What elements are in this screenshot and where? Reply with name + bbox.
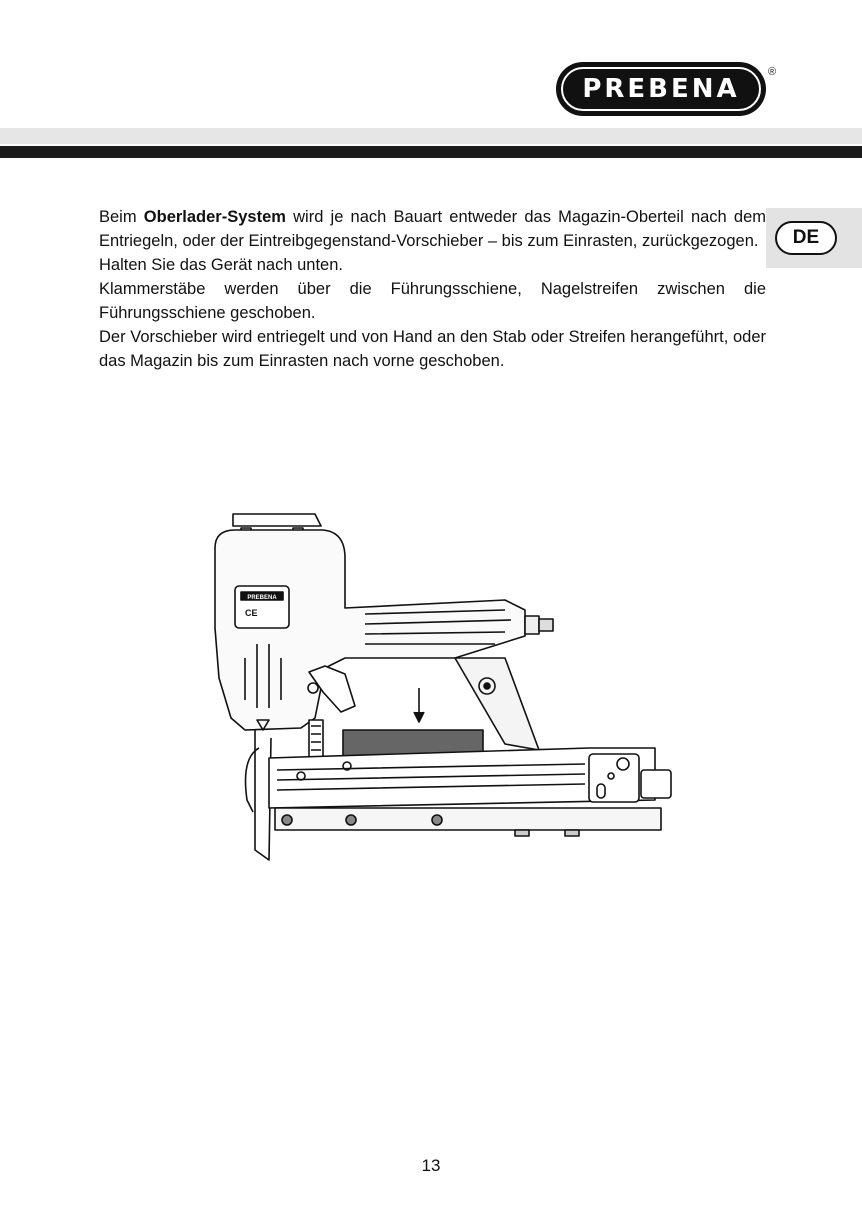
header-band-dark [0, 146, 862, 158]
paragraph-pusher: Der Vorschieber wird entriegelt und von Hand an den Stab oder Streifen herangeführt, oder das Magazin bis zum Einrasten nach vorne geschoben. [99, 328, 766, 370]
logo-text: PREBENA [582, 74, 740, 104]
paragraph-oberlader [99, 205, 766, 253]
language-badge: DE [775, 221, 837, 255]
header-band-light [0, 128, 862, 144]
logo-border [561, 67, 761, 111]
tool-label-ce: CE [245, 608, 258, 618]
registered-mark: ® [768, 66, 777, 78]
prebena-logo [556, 62, 766, 116]
instruction-text [99, 205, 766, 373]
tool-label-brand: PREBENA [247, 595, 277, 601]
nailer-illustration [205, 508, 685, 873]
page-number: 13 [421, 1156, 441, 1175]
paragraph-staples: Klammerstäbe werden über die Führungsschiene, Nagelstreifen zwischen die Führungsschiene geschoben. [99, 280, 766, 322]
oberlader-system-term: Oberlader-System [143, 208, 286, 226]
paragraph-hold-down: Halten Sie das Gerät nach unten. [99, 256, 343, 274]
paragraph1-rest: wird je nach Bauart entweder das Magazin-Oberteil nach dem Entriegeln, oder der Eintreibgegenstand-Vorschieber – bis zum Einrasten, zurückgezogen. [99, 208, 766, 250]
paragraph1-prefix: Beim [99, 208, 144, 226]
